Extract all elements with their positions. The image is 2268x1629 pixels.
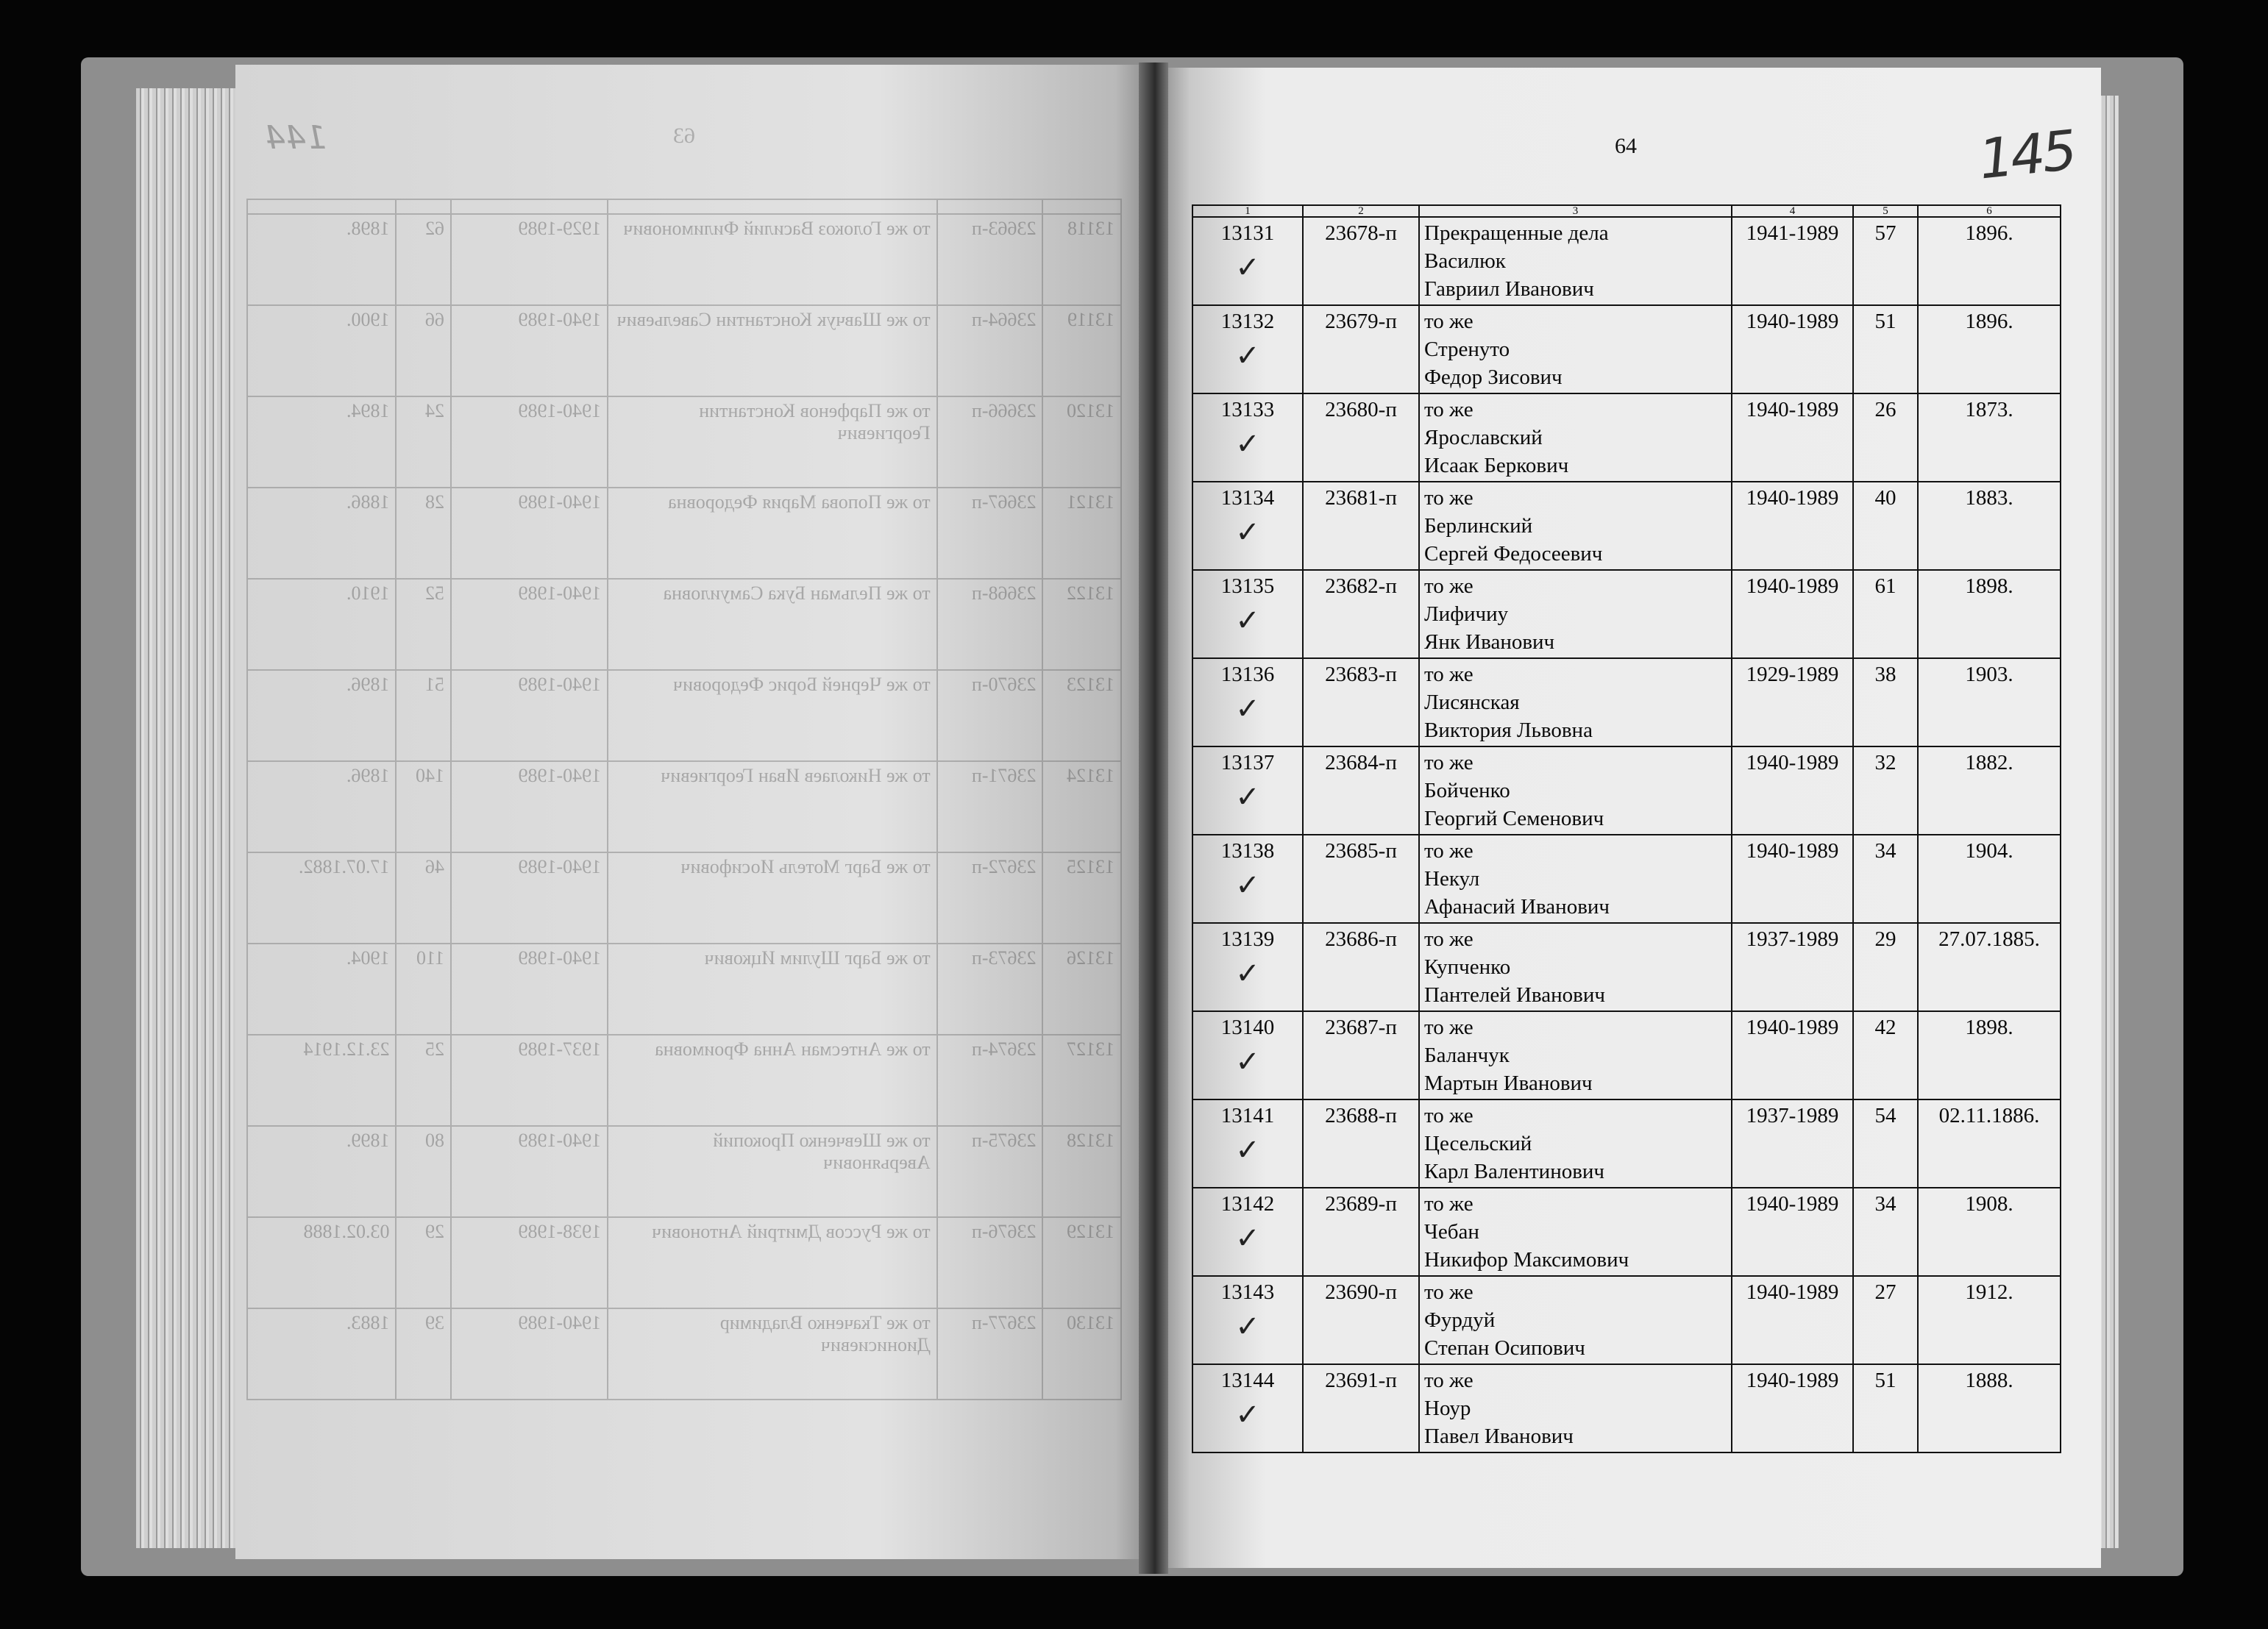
ghost-date-range: 1940-1989 — [451, 579, 608, 670]
col-number-2: 2 — [1303, 205, 1419, 217]
ghost-sheet-count: 62 — [396, 214, 451, 305]
ghost-record-number: 13118 — [1042, 214, 1121, 305]
ghost-table-row — [247, 1035, 1121, 1126]
table-row — [1192, 746, 2061, 835]
date-range: 1929-1989 — [1732, 658, 1853, 746]
sheet-count: 61 — [1853, 570, 1918, 658]
description-cell — [1419, 570, 1732, 658]
ghost-birth-date: 1900. — [247, 305, 396, 396]
table-row — [1192, 570, 2061, 658]
ghost-record-number: 13119 — [1042, 305, 1121, 396]
ghost-birth-date: 1910. — [247, 579, 396, 670]
ghost-birth-date: 03.02.1888 — [247, 1217, 396, 1308]
record-number-cell — [1192, 1276, 1303, 1364]
ghost-birth-date: 1894. — [247, 396, 396, 488]
surname: Берлинский — [1424, 514, 1533, 538]
ghost-description: то же Черней Борис Федорович — [608, 670, 936, 761]
date-range: 1940-1989 — [1732, 393, 1853, 482]
birth-date: 1888. — [1918, 1364, 2061, 1452]
birth-date: 1883. — [1918, 482, 2061, 570]
case-category: то же — [1424, 1016, 1474, 1039]
date-range: 1940-1989 — [1732, 746, 1853, 835]
ghost-table-row — [247, 305, 1121, 396]
description-cell — [1419, 482, 1732, 570]
table-row — [1192, 1188, 2061, 1276]
ghost-date-range: 1940-1989 — [451, 488, 608, 579]
ghost-date-range: 1940-1989 — [451, 944, 608, 1035]
checkmark-icon: ✓ — [1235, 1310, 1260, 1344]
birth-date: 1898. — [1918, 570, 2061, 658]
archive-number: 23678-п — [1303, 217, 1419, 305]
archive-number: 23680-п — [1303, 393, 1419, 482]
checkmark-icon: ✓ — [1235, 604, 1260, 638]
surname: Фурдуй — [1424, 1308, 1496, 1332]
ghost-record-number: 13125 — [1042, 852, 1121, 944]
ghost-description: то же Голокоз Василий Филимонович — [608, 214, 936, 305]
ghost-archive-number: 23673-п — [937, 944, 1043, 1035]
ghost-sheet-count: 51 — [396, 670, 451, 761]
handwritten-folio: 145 — [1975, 118, 2077, 192]
table-row — [1192, 217, 2061, 305]
case-category: то же — [1424, 663, 1474, 686]
checkmark-icon: ✓ — [1235, 692, 1260, 726]
ghost-table-row — [247, 670, 1121, 761]
description-cell — [1419, 1011, 1732, 1099]
ghost-archive-number: 23672-п — [937, 852, 1043, 944]
record-number-cell — [1192, 1188, 1303, 1276]
record-number-cell — [1192, 1011, 1303, 1099]
sheet-count: 32 — [1853, 746, 1918, 835]
table-row — [1192, 835, 2061, 923]
ghost-sheet-count: 39 — [396, 1308, 451, 1400]
ghost-birth-date: 1904. — [247, 944, 396, 1035]
sheet-count: 27 — [1853, 1276, 1918, 1364]
given-names: Исаак Беркович — [1424, 454, 1569, 477]
description-cell — [1419, 393, 1732, 482]
ghost-archive-number: 23674-п — [937, 1035, 1043, 1126]
birth-date: 1908. — [1918, 1188, 2061, 1276]
ghost-table-row — [247, 944, 1121, 1035]
record-number: 13140 — [1220, 1016, 1275, 1039]
records-table — [1192, 204, 2061, 1453]
record-number: 13138 — [1220, 839, 1275, 863]
page-stack-left — [136, 88, 246, 1548]
surname: Бойченко — [1424, 779, 1510, 802]
ghost-table-row — [247, 396, 1121, 488]
birth-date: 1896. — [1918, 305, 2061, 393]
archive-number: 23684-п — [1303, 746, 1419, 835]
description-cell — [1419, 658, 1732, 746]
date-range: 1940-1989 — [1732, 1364, 1853, 1452]
record-number-cell — [1192, 217, 1303, 305]
ghost-birth-date: 1883. — [247, 1308, 396, 1400]
surname: Лифичиу — [1424, 602, 1509, 626]
ghost-description: то же Ткаченко Владимир Дионисиевич — [608, 1308, 936, 1400]
ghost-description: то же Николаев Иван Георгиевич — [608, 761, 936, 852]
checkmark-icon: ✓ — [1235, 1398, 1260, 1432]
archive-number: 23686-п — [1303, 923, 1419, 1011]
description-cell — [1419, 746, 1732, 835]
birth-date: 27.07.1885. — [1918, 923, 2061, 1011]
record-number-cell — [1192, 746, 1303, 835]
table-row — [1192, 393, 2061, 482]
record-number: 13137 — [1220, 751, 1275, 774]
left-page-bleedthrough — [246, 110, 1122, 1471]
ghost-sheet-count: 28 — [396, 488, 451, 579]
ghost-table-row — [247, 761, 1121, 852]
given-names: Сергей Федосеевич — [1424, 542, 1603, 566]
ghost-description: то же Парфенов Константин Георгиевич — [608, 396, 936, 488]
description-cell — [1419, 1276, 1732, 1364]
col-number-4: 4 — [1732, 205, 1853, 217]
table-row — [1192, 1276, 2061, 1364]
ghost-record-number: 13122 — [1042, 579, 1121, 670]
ghost-date-range: 1940-1989 — [451, 761, 608, 852]
surname: Лисянская — [1424, 691, 1520, 714]
ghost-date-range: 1940-1989 — [451, 1126, 608, 1217]
ghost-birth-date: 23.12.1914 — [247, 1035, 396, 1126]
surname: Купченко — [1424, 955, 1511, 979]
given-names: Степан Осипович — [1424, 1336, 1585, 1360]
ghost-sheet-count: 24 — [396, 396, 451, 488]
ghost-description: то же Шавчук Константин Савельевич — [608, 305, 936, 396]
table-row — [1192, 658, 2061, 746]
case-category: то же — [1424, 751, 1474, 774]
surname: Ноур — [1424, 1397, 1471, 1420]
ghost-archive-number: 23664-п — [937, 305, 1043, 396]
ghost-description: то же Руссов Дмитрий Антонович — [608, 1217, 936, 1308]
record-number-cell — [1192, 393, 1303, 482]
left-page-number: 63 — [673, 124, 695, 148]
ghost-birth-date: 1898. — [247, 214, 396, 305]
case-category: то же — [1424, 1280, 1474, 1304]
ghost-archive-number: 23671-п — [937, 761, 1043, 852]
record-number: 13144 — [1220, 1369, 1275, 1392]
record-number: 13133 — [1220, 398, 1275, 421]
col-number-5: 5 — [1853, 205, 1918, 217]
record-number: 13134 — [1220, 486, 1275, 510]
sheet-count: 42 — [1853, 1011, 1918, 1099]
table-row — [1192, 1099, 2061, 1188]
case-category: то же — [1424, 839, 1474, 863]
description-cell — [1419, 1364, 1732, 1452]
date-range: 1937-1989 — [1732, 923, 1853, 1011]
col-number-3: 3 — [1419, 205, 1732, 217]
sheet-count: 51 — [1853, 1364, 1918, 1452]
record-number: 13142 — [1220, 1192, 1275, 1216]
ghost-sheet-count: 66 — [396, 305, 451, 396]
sheet-count: 29 — [1853, 923, 1918, 1011]
ghost-date-range: 1937-1989 — [451, 1035, 608, 1126]
ghost-description: то же Пельман Бука Самуиловна — [608, 579, 936, 670]
archive-number: 23691-п — [1303, 1364, 1419, 1452]
table-row — [1192, 1011, 2061, 1099]
right-page-number: 64 — [1615, 134, 1637, 158]
ghost-description: то же Антесман Анна Фроимовна — [608, 1035, 936, 1126]
record-number-cell — [1192, 482, 1303, 570]
ghost-record-number: 13120 — [1042, 396, 1121, 488]
ghost-archive-number: 23667-п — [937, 488, 1043, 579]
description-cell — [1419, 835, 1732, 923]
ghost-sheet-count: 80 — [396, 1126, 451, 1217]
ghost-date-range: 1940-1989 — [451, 396, 608, 488]
case-category: то же — [1424, 398, 1474, 421]
date-range: 1940-1989 — [1732, 570, 1853, 658]
table-row — [1192, 923, 2061, 1011]
date-range: 1940-1989 — [1732, 305, 1853, 393]
ghost-table-row — [247, 214, 1121, 305]
ghost-birth-date: 1896. — [247, 761, 396, 852]
ghost-record-number: 13127 — [1042, 1035, 1121, 1126]
description-cell — [1419, 217, 1732, 305]
ghost-archive-number: 23670-п — [937, 670, 1043, 761]
ghost-birth-date: 1886. — [247, 488, 396, 579]
ghost-date-range: 1940-1989 — [451, 670, 608, 761]
ghost-archive-number: 23676-п — [937, 1217, 1043, 1308]
archive-number: 23685-п — [1303, 835, 1419, 923]
ghost-table-row — [247, 488, 1121, 579]
given-names: Павел Иванович — [1424, 1425, 1574, 1448]
description-cell — [1419, 1099, 1732, 1188]
ghost-sheet-count: 46 — [396, 852, 451, 944]
given-names: Афанасий Иванович — [1424, 895, 1610, 919]
ghost-sheet-count: 52 — [396, 579, 451, 670]
ghost-date-range: 1940-1989 — [451, 1308, 608, 1400]
given-names: Виктория Львовна — [1424, 719, 1593, 742]
record-number: 13143 — [1220, 1280, 1275, 1304]
table-row — [1192, 1364, 2061, 1452]
sheet-count: 51 — [1853, 305, 1918, 393]
ghost-table-row — [247, 1308, 1121, 1400]
sheet-count: 34 — [1853, 1188, 1918, 1276]
ghost-record-number: 13126 — [1042, 944, 1121, 1035]
sheet-count: 54 — [1853, 1099, 1918, 1188]
given-names: Гавриил Иванович — [1424, 277, 1594, 301]
checkmark-icon: ✓ — [1235, 1222, 1260, 1255]
ghost-description: то же Барг Мотель Иосифович — [608, 852, 936, 944]
record-number: 13136 — [1220, 663, 1275, 686]
ghost-birth-date: 1896. — [247, 670, 396, 761]
given-names: Георгий Семенович — [1424, 807, 1604, 830]
ghost-record-number: 13124 — [1042, 761, 1121, 852]
case-category: то же — [1424, 1104, 1474, 1127]
record-number-cell — [1192, 658, 1303, 746]
ghost-table-row — [247, 1126, 1121, 1217]
date-range: 1937-1989 — [1732, 1099, 1853, 1188]
ghost-birth-date: 1899. — [247, 1126, 396, 1217]
given-names: Янк Иванович — [1424, 630, 1555, 654]
ghost-date-range: 1929-1989 — [451, 214, 608, 305]
surname: Ярославский — [1424, 426, 1543, 449]
sheet-count: 40 — [1853, 482, 1918, 570]
case-category: Прекращенные дела — [1424, 221, 1609, 245]
ghost-archive-number: 23675-п — [937, 1126, 1043, 1217]
given-names: Мартын Иванович — [1424, 1072, 1593, 1095]
table-row — [1192, 305, 2061, 393]
checkmark-icon: ✓ — [1235, 427, 1260, 461]
ghost-record-number: 13121 — [1042, 488, 1121, 579]
birth-date: 02.11.1886. — [1918, 1099, 2061, 1188]
case-category: то же — [1424, 310, 1474, 333]
ghost-archive-number: 23668-п — [937, 579, 1043, 670]
record-number-cell — [1192, 1099, 1303, 1188]
left-pencil-note: 144 — [265, 119, 327, 157]
column-number-row — [1192, 205, 2061, 217]
table-row — [1192, 482, 2061, 570]
ghost-record-number: 13128 — [1042, 1126, 1121, 1217]
record-number-cell — [1192, 305, 1303, 393]
record-number-cell — [1192, 835, 1303, 923]
description-cell — [1419, 1188, 1732, 1276]
archive-number: 23689-п — [1303, 1188, 1419, 1276]
date-range: 1940-1989 — [1732, 1188, 1853, 1276]
checkmark-icon: ✓ — [1235, 516, 1260, 549]
case-category: то же — [1424, 927, 1474, 951]
archive-number: 23679-п — [1303, 305, 1419, 393]
ghost-date-range: 1938-1989 — [451, 1217, 608, 1308]
archive-number: 23683-п — [1303, 658, 1419, 746]
checkmark-icon: ✓ — [1235, 780, 1260, 814]
archive-number: 23688-п — [1303, 1099, 1419, 1188]
surname: Василюк — [1424, 249, 1506, 273]
surname: Некул — [1424, 867, 1480, 891]
record-number: 13141 — [1220, 1104, 1275, 1127]
record-number-cell — [1192, 1364, 1303, 1452]
ghost-sheet-count: 140 — [396, 761, 451, 852]
ghost-description: то же Шевченко Прокопий Аверьянович — [608, 1126, 936, 1217]
ghost-record-number: 13123 — [1042, 670, 1121, 761]
ghost-archive-number: 23663-п — [937, 214, 1043, 305]
given-names: Федор Зисович — [1424, 366, 1563, 389]
case-category: то же — [1424, 574, 1474, 598]
checkmark-icon: ✓ — [1235, 251, 1260, 285]
checkmark-icon: ✓ — [1235, 869, 1260, 902]
archive-number: 23682-п — [1303, 570, 1419, 658]
birth-date: 1882. — [1918, 746, 2061, 835]
col-number-1: 1 — [1192, 205, 1303, 217]
case-category: то же — [1424, 486, 1474, 510]
record-number: 13139 — [1220, 927, 1275, 951]
surname: Баланчук — [1424, 1044, 1510, 1067]
ghost-description: то же Барг Шулим Ицкович — [608, 944, 936, 1035]
birth-date: 1896. — [1918, 217, 2061, 305]
birth-date: 1912. — [1918, 1276, 2061, 1364]
ghost-description: то же Попова Мария Федоровна — [608, 488, 936, 579]
date-range: 1940-1989 — [1732, 1011, 1853, 1099]
sheet-count: 34 — [1853, 835, 1918, 923]
ghost-date-range: 1940-1989 — [451, 305, 608, 396]
sheet-count: 38 — [1853, 658, 1918, 746]
record-number: 13132 — [1220, 310, 1275, 333]
surname: Чебан — [1424, 1220, 1479, 1244]
archive-number: 23681-п — [1303, 482, 1419, 570]
ghost-sheet-count: 110 — [396, 944, 451, 1035]
checkmark-icon: ✓ — [1235, 1133, 1260, 1167]
record-number-cell — [1192, 570, 1303, 658]
given-names: Пантелей Иванович — [1424, 983, 1605, 1007]
archive-number: 23690-п — [1303, 1276, 1419, 1364]
sheet-count: 57 — [1853, 217, 1918, 305]
given-names: Никифор Максимович — [1424, 1248, 1629, 1272]
birth-date: 1903. — [1918, 658, 2061, 746]
record-number: 13131 — [1220, 221, 1275, 245]
ghost-table-row — [247, 1217, 1121, 1308]
date-range: 1941-1989 — [1732, 217, 1853, 305]
case-category: то же — [1424, 1192, 1474, 1216]
birth-date: 1873. — [1918, 393, 2061, 482]
ghost-table-row — [247, 852, 1121, 944]
description-cell — [1419, 923, 1732, 1011]
ghost-sheet-count: 25 — [396, 1035, 451, 1126]
record-number-cell — [1192, 923, 1303, 1011]
checkmark-icon: ✓ — [1235, 957, 1260, 991]
given-names: Карл Валентинович — [1424, 1160, 1605, 1183]
date-range: 1940-1989 — [1732, 1276, 1853, 1364]
description-cell — [1419, 305, 1732, 393]
date-range: 1940-1989 — [1732, 835, 1853, 923]
date-range: 1940-1989 — [1732, 482, 1853, 570]
ghost-archive-number: 23666-п — [937, 396, 1043, 488]
birth-date: 1904. — [1918, 835, 2061, 923]
ghost-header-row — [247, 199, 1121, 214]
checkmark-icon: ✓ — [1235, 1045, 1260, 1079]
record-number: 13135 — [1220, 574, 1275, 598]
ghost-record-number: 13129 — [1042, 1217, 1121, 1308]
ghost-table-row — [247, 579, 1121, 670]
surname: Стренуто — [1424, 338, 1510, 361]
col-number-6: 6 — [1918, 205, 2061, 217]
ghost-archive-number: 23677-п — [937, 1308, 1043, 1400]
birth-date: 1898. — [1918, 1011, 2061, 1099]
ghost-birth-date: 17.07.1882. — [247, 852, 396, 944]
ghost-date-range: 1940-1989 — [451, 852, 608, 944]
ghost-record-number: 13130 — [1042, 1308, 1121, 1400]
left-page-table — [246, 199, 1122, 1400]
sheet-count: 26 — [1853, 393, 1918, 482]
checkmark-icon: ✓ — [1235, 339, 1260, 373]
ghost-sheet-count: 29 — [396, 1217, 451, 1308]
archive-number: 23687-п — [1303, 1011, 1419, 1099]
surname: Цесельский — [1424, 1132, 1532, 1155]
case-category: то же — [1424, 1369, 1474, 1392]
book-gutter — [1139, 63, 1168, 1574]
